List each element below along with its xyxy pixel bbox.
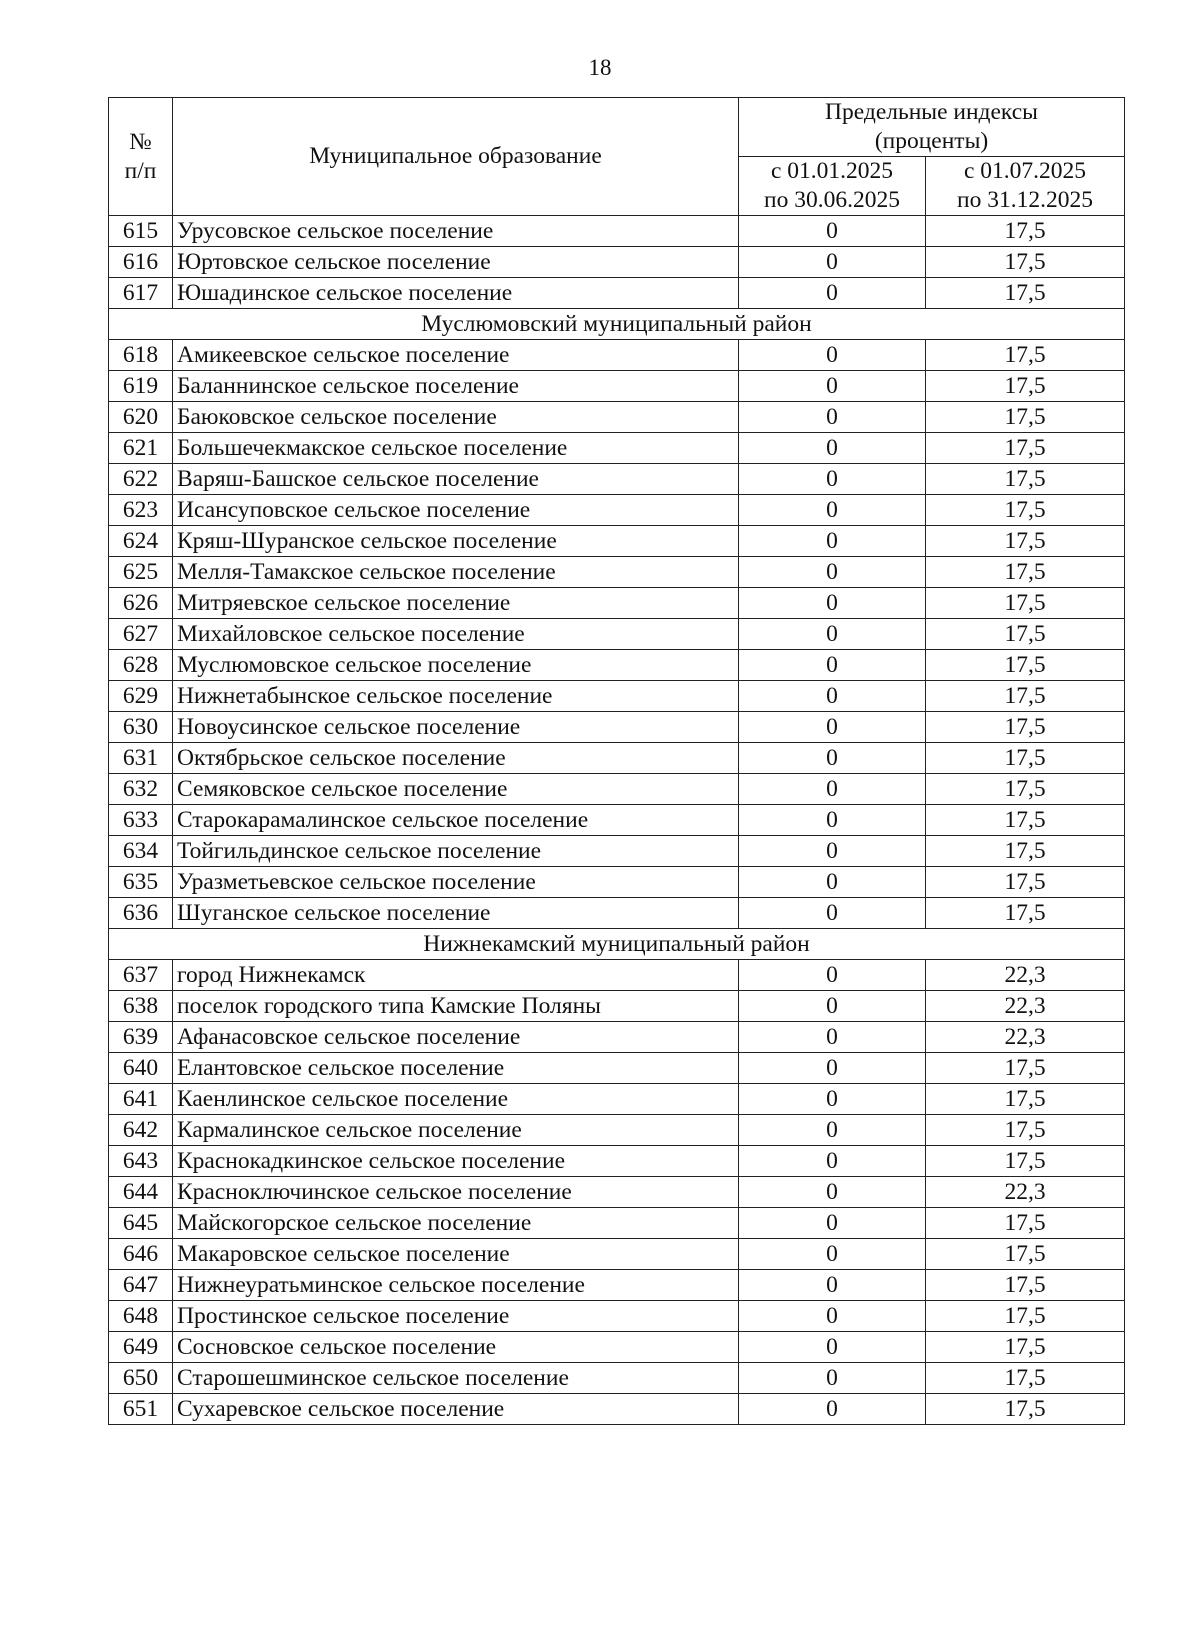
row-number: 625: [109, 557, 173, 588]
table-row: [109, 712, 1125, 743]
index-period-1: 0: [739, 1363, 926, 1394]
municipality-name: Исансуповское сельское поселение: [173, 495, 739, 526]
index-period-2: 17,5: [926, 867, 1125, 898]
index-period-2: 17,5: [926, 278, 1125, 309]
index-period-2: 17,5: [926, 216, 1125, 247]
table-row: [109, 402, 1125, 433]
row-number: 651: [109, 1394, 173, 1425]
index-period-1: 0: [739, 898, 926, 929]
index-period-1: 0: [739, 557, 926, 588]
index-period-1: 0: [739, 1053, 926, 1084]
row-number: 636: [109, 898, 173, 929]
index-period-1: 0: [739, 216, 926, 247]
row-number: 618: [109, 340, 173, 371]
table-body: [109, 216, 1125, 1425]
header-index-group: [739, 98, 1125, 157]
row-number: 648: [109, 1301, 173, 1332]
municipality-name: Юшадинское сельское поселение: [173, 278, 739, 309]
table-row: [109, 216, 1125, 247]
table-row: [109, 1053, 1125, 1084]
index-period-1: 0: [739, 619, 926, 650]
municipality-name: Простинское сельское поселение: [173, 1301, 739, 1332]
index-period-1: 0: [739, 681, 926, 712]
row-number: 634: [109, 836, 173, 867]
index-period-2: 17,5: [926, 743, 1125, 774]
table-row: [109, 588, 1125, 619]
header-period-2-line1: с 01.07.2025: [963, 158, 1087, 184]
index-period-2: 17,5: [926, 464, 1125, 495]
municipality-name: Митряевское сельское поселение: [173, 588, 739, 619]
municipality-name: Кряш-Шуранское сельское поселение: [173, 526, 739, 557]
municipality-name: Макаровское сельское поселение: [173, 1239, 739, 1270]
row-number: 642: [109, 1115, 173, 1146]
row-number: 633: [109, 805, 173, 836]
municipality-name: Баланнинское сельское поселение: [173, 371, 739, 402]
row-number: 637: [109, 960, 173, 991]
index-period-1: 0: [739, 836, 926, 867]
index-period-2: 17,5: [926, 1394, 1125, 1425]
row-number: 627: [109, 619, 173, 650]
index-period-1: 0: [739, 371, 926, 402]
municipality-name: Майскогорское сельское поселение: [173, 1208, 739, 1239]
index-period-1: 0: [739, 867, 926, 898]
table-row: [109, 557, 1125, 588]
section-row: [109, 309, 1125, 340]
table-row: [109, 1084, 1125, 1115]
table-row: [109, 774, 1125, 805]
row-number: 630: [109, 712, 173, 743]
index-period-2: 22,3: [926, 1022, 1125, 1053]
table-header: [109, 98, 1125, 216]
table-row: [109, 960, 1125, 991]
header-period-2-line2: по 31.12.2025: [957, 187, 1093, 213]
header-number-line2: п/п: [124, 157, 157, 184]
index-period-1: 0: [739, 650, 926, 681]
municipality-name: Сухаревское сельское поселение: [173, 1394, 739, 1425]
municipality-name: Октябрьское сельское поселение: [173, 743, 739, 774]
index-period-1: 0: [739, 960, 926, 991]
index-period-1: 0: [739, 1115, 926, 1146]
municipality-name: Красноключинское сельское поселение: [173, 1177, 739, 1208]
table-row: [109, 1301, 1125, 1332]
section-row: [109, 929, 1125, 960]
municipality-name: Старокарамалинское сельское поселение: [173, 805, 739, 836]
municipality-name: Уразметьевское сельское поселение: [173, 867, 739, 898]
municipality-name: Михайловское сельское поселение: [173, 619, 739, 650]
header-index-group-line2: (проценты): [874, 128, 989, 154]
table-row: [109, 1239, 1125, 1270]
index-period-2: 17,5: [926, 371, 1125, 402]
municipality-name: Нижнетабынское сельское поселение: [173, 681, 739, 712]
header-number: [109, 98, 173, 216]
index-period-1: 0: [739, 278, 926, 309]
index-period-2: 17,5: [926, 650, 1125, 681]
municipality-name: Каенлинское сельское поселение: [173, 1084, 739, 1115]
index-period-1: 0: [739, 340, 926, 371]
municipality-name: Афанасовское сельское поселение: [173, 1022, 739, 1053]
index-period-2: 17,5: [926, 1208, 1125, 1239]
municipality-name: Елантовское сельское поселение: [173, 1053, 739, 1084]
table-row: [109, 836, 1125, 867]
index-period-2: 17,5: [926, 1301, 1125, 1332]
index-period-1: 0: [739, 1022, 926, 1053]
index-period-1: 0: [739, 774, 926, 805]
page-number: 18: [588, 55, 612, 80]
index-period-2: 17,5: [926, 1332, 1125, 1363]
table-row: [109, 1363, 1125, 1394]
municipality-name: Амикеевское сельское поселение: [173, 340, 739, 371]
municipality-name: Муслюмовское сельское поселение: [173, 650, 739, 681]
row-number: 644: [109, 1177, 173, 1208]
row-number: 617: [109, 278, 173, 309]
index-period-2: 17,5: [926, 681, 1125, 712]
index-period-1: 0: [739, 1270, 926, 1301]
municipality-name: поселок городского типа Камские Поляны: [173, 991, 739, 1022]
table-row: [109, 1115, 1125, 1146]
index-period-2: 17,5: [926, 433, 1125, 464]
header-period-1-line1: с 01.01.2025: [770, 158, 894, 184]
row-number: 616: [109, 247, 173, 278]
row-number: 624: [109, 526, 173, 557]
index-period-2: 17,5: [926, 588, 1125, 619]
municipality-name: Баюковское сельское поселение: [173, 402, 739, 433]
table-row: [109, 867, 1125, 898]
index-period-1: 0: [739, 588, 926, 619]
table-row: [109, 495, 1125, 526]
table-row: [109, 526, 1125, 557]
header-period-1: [739, 157, 926, 216]
index-period-1: 0: [739, 402, 926, 433]
municipality-name: Краснокадкинское сельское поселение: [173, 1146, 739, 1177]
index-period-2: 22,3: [926, 1177, 1125, 1208]
table-row: [109, 433, 1125, 464]
index-period-2: 17,5: [926, 1053, 1125, 1084]
index-period-1: 0: [739, 712, 926, 743]
row-number: 635: [109, 867, 173, 898]
index-period-2: 17,5: [926, 1084, 1125, 1115]
header-period-2: [926, 157, 1125, 216]
row-number: 620: [109, 402, 173, 433]
municipality-name: Большечекмакское сельское поселение: [173, 433, 739, 464]
header-period-1-line2: по 30.06.2025: [764, 187, 900, 213]
table-row: [109, 1332, 1125, 1363]
section-title: Нижнекамский муниципальный район: [109, 929, 1125, 960]
index-period-2: 22,3: [926, 991, 1125, 1022]
index-period-1: 0: [739, 743, 926, 774]
row-number: 623: [109, 495, 173, 526]
row-number: 631: [109, 743, 173, 774]
municipality-name: город Нижнекамск: [173, 960, 739, 991]
index-period-1: 0: [739, 991, 926, 1022]
municipality-name: Шуганское сельское поселение: [173, 898, 739, 929]
row-number: 629: [109, 681, 173, 712]
index-period-1: 0: [739, 1084, 926, 1115]
index-period-2: 22,3: [926, 960, 1125, 991]
row-number: 622: [109, 464, 173, 495]
table-row: [109, 743, 1125, 774]
table-row: [109, 464, 1125, 495]
municipality-name: Сосновское сельское поселение: [173, 1332, 739, 1363]
index-period-2: 17,5: [926, 898, 1125, 929]
index-period-2: 17,5: [926, 1239, 1125, 1270]
index-period-1: 0: [739, 805, 926, 836]
municipality-name: Семяковское сельское поселение: [173, 774, 739, 805]
table-row: [109, 805, 1125, 836]
index-period-2: 17,5: [926, 805, 1125, 836]
municipality-name: Кармалинское сельское поселение: [173, 1115, 739, 1146]
index-period-1: 0: [739, 1177, 926, 1208]
table-row: [109, 650, 1125, 681]
row-number: 647: [109, 1270, 173, 1301]
table-row: [109, 1022, 1125, 1053]
index-period-1: 0: [739, 433, 926, 464]
index-period-2: 17,5: [926, 774, 1125, 805]
index-table: [108, 97, 1125, 1425]
index-period-2: 17,5: [926, 526, 1125, 557]
row-number: 638: [109, 991, 173, 1022]
table-row: [109, 340, 1125, 371]
section-title: Муслюмовский муниципальный район: [109, 309, 1125, 340]
row-number: 615: [109, 216, 173, 247]
index-period-1: 0: [739, 1301, 926, 1332]
index-period-1: 0: [739, 247, 926, 278]
row-number: 628: [109, 650, 173, 681]
table-row: [109, 619, 1125, 650]
table-row: [109, 371, 1125, 402]
row-number: 632: [109, 774, 173, 805]
row-number: 646: [109, 1239, 173, 1270]
index-period-2: 17,5: [926, 1363, 1125, 1394]
row-number: 619: [109, 371, 173, 402]
row-number: 639: [109, 1022, 173, 1053]
municipality-name: Старошешминское сельское поселение: [173, 1363, 739, 1394]
municipality-name: Варяш-Башское сельское поселение: [173, 464, 739, 495]
municipality-name: Новоусинское сельское поселение: [173, 712, 739, 743]
municipality-name: Нижнеуратьминское сельское поселение: [173, 1270, 739, 1301]
table-row: [109, 681, 1125, 712]
index-period-1: 0: [739, 1332, 926, 1363]
index-period-1: 0: [739, 1394, 926, 1425]
table-row: [109, 1394, 1125, 1425]
table-row: [109, 1270, 1125, 1301]
index-period-1: 0: [739, 1146, 926, 1177]
row-number: 645: [109, 1208, 173, 1239]
index-period-1: 0: [739, 495, 926, 526]
row-number: 626: [109, 588, 173, 619]
row-number: 643: [109, 1146, 173, 1177]
index-period-1: 0: [739, 1208, 926, 1239]
table-row: [109, 1177, 1125, 1208]
index-period-2: 17,5: [926, 340, 1125, 371]
index-period-1: 0: [739, 464, 926, 495]
table-row: [109, 898, 1125, 929]
table-row: [109, 278, 1125, 309]
row-number: 649: [109, 1332, 173, 1363]
row-number: 650: [109, 1363, 173, 1394]
header-index-group-line1: Предельные индексы: [825, 99, 1038, 125]
table-row: [109, 1208, 1125, 1239]
index-period-1: 0: [739, 526, 926, 557]
index-period-2: 17,5: [926, 247, 1125, 278]
index-period-2: 17,5: [926, 402, 1125, 433]
index-period-2: 17,5: [926, 1146, 1125, 1177]
table-row: [109, 991, 1125, 1022]
municipality-name: Урусовское сельское поселение: [173, 216, 739, 247]
municipality-name: Мелля-Тамакское сельское поселение: [173, 557, 739, 588]
table-row: [109, 1146, 1125, 1177]
index-period-2: 17,5: [926, 836, 1125, 867]
index-period-2: 17,5: [926, 1270, 1125, 1301]
header-number-line1: №: [129, 128, 152, 155]
header-municipality: Муниципальное образование: [173, 98, 739, 216]
row-number: 640: [109, 1053, 173, 1084]
index-period-2: 17,5: [926, 1115, 1125, 1146]
index-period-1: 0: [739, 1239, 926, 1270]
index-period-2: 17,5: [926, 495, 1125, 526]
municipality-name: Юртовское сельское поселение: [173, 247, 739, 278]
index-period-2: 17,5: [926, 712, 1125, 743]
table-row: [109, 247, 1125, 278]
index-period-2: 17,5: [926, 619, 1125, 650]
municipality-name: Тойгильдинское сельское поселение: [173, 836, 739, 867]
row-number: 621: [109, 433, 173, 464]
index-period-2: 17,5: [926, 557, 1125, 588]
row-number: 641: [109, 1084, 173, 1115]
